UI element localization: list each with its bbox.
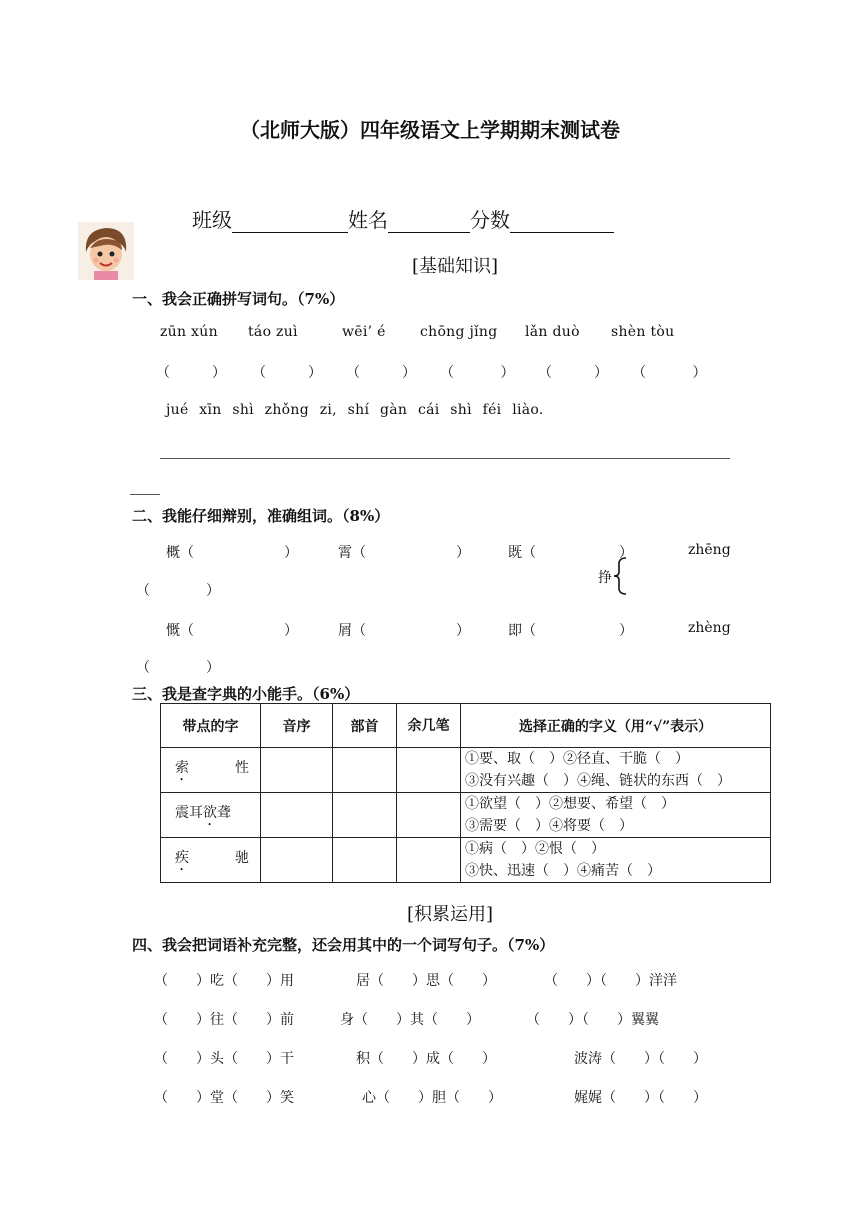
word-ji-1-close: ） [619, 545, 633, 561]
meaning-cell[interactable]: ①病（ ）②恨（ ） ③快、迅速（ ）④痛苦（ ） [461, 838, 771, 883]
brace-icon [598, 556, 632, 600]
pinyin-2: táo zuì [248, 324, 298, 340]
idiom-blank[interactable]: （ ）（ ）翼翼 [526, 1012, 659, 1028]
idiom-blank[interactable]: 积（ ）成（ ） [356, 1051, 496, 1067]
header-meaning: 选择正确的字义（用“√”表示） [461, 704, 771, 748]
answer-blank-6[interactable]: （ ） [632, 365, 707, 381]
word-xie: 屑（ [338, 623, 366, 639]
pinyin-zheng-2: zhèng [688, 620, 731, 636]
word-gai-1: 概（ [166, 545, 194, 561]
idiom-blank[interactable]: （ ）往（ ）前 [154, 1012, 294, 1028]
answer-blank-2[interactable]: （ ） [252, 365, 322, 381]
pinyin-1: zūn xún [160, 324, 218, 340]
question-3-title: 三、我是查字典的小能手。（6%） [132, 685, 360, 703]
radical-cell[interactable] [333, 748, 397, 793]
idiom-blank[interactable]: （ ）吃（ ）用 [154, 973, 294, 989]
class-label: 班级 [192, 208, 232, 232]
header-order: 音序 [261, 704, 333, 748]
question-1-title: 一、我会正确拼写词句。（7%） [132, 290, 345, 308]
pinyin-3: wēi’ é [342, 324, 386, 340]
idiom-blank[interactable]: 波涛（ ）（ ） [574, 1051, 707, 1067]
idiom-blank[interactable]: （ ）头（ ）干 [154, 1051, 294, 1067]
pinyin-4: chōng jǐng [420, 324, 498, 340]
word-xie-close: ） [456, 623, 470, 639]
blank-zheng-1[interactable]: （ ） [136, 583, 220, 599]
section-basic-knowledge: [基础知识] [411, 256, 499, 277]
idiom-blank[interactable]: 居（ ）思（ ） [356, 973, 496, 989]
strokes-cell[interactable] [397, 748, 461, 793]
pinyin-zheng-1: zhēng [688, 542, 731, 558]
pinyin-sentence: jué xīn shì zhǒng zi, shí gàn cái shì féi liào. [166, 402, 544, 418]
header-radical: 部首 [333, 704, 397, 748]
word-gai-1-close: ） [284, 545, 298, 561]
word-cell: 震耳欲聋 [161, 793, 261, 838]
idiom-blank[interactable]: （ ）堂（ ）笑 [154, 1090, 294, 1106]
table-row [161, 793, 771, 838]
word-kai: 慨（ [166, 623, 194, 639]
answer-blank-1[interactable]: （ ） [156, 365, 226, 381]
svg-text:挣: 挣 [598, 570, 612, 586]
idiom-blank[interactable]: 心（ ）胆（ ） [362, 1090, 502, 1106]
word-ji-1: 既（ [508, 545, 536, 561]
class-field[interactable] [232, 210, 348, 233]
table-row [161, 838, 771, 883]
pinyin-6: shèn tòu [611, 324, 675, 340]
order-cell[interactable] [261, 838, 333, 883]
score-label: 分数 [470, 208, 510, 232]
answer-line[interactable] [160, 458, 730, 459]
meaning-cell[interactable]: ①要、取（ ）②径直、干脆（ ） ③没有兴趣（ ）④绳、链状的东西（ ） [461, 748, 771, 793]
table-header-row [161, 704, 771, 748]
meaning-cell[interactable]: ①欲望（ ）②想要、希望（ ） ③需要（ ）④将要（ ） [461, 793, 771, 838]
word-ji-2-close: ） [619, 623, 633, 639]
word-kai-close: ） [284, 623, 298, 639]
name-field[interactable] [388, 210, 470, 233]
strokes-cell[interactable] [397, 838, 461, 883]
section-accumulation: [积累运用] [406, 904, 494, 925]
word-ji-2: 即（ [508, 623, 536, 639]
page-title: （北师大版）四年级语文上学期期末测试卷 [240, 118, 620, 142]
blank-zheng-2[interactable]: （ ） [136, 660, 220, 676]
score-field[interactable] [510, 210, 614, 233]
student-info [192, 204, 614, 233]
pinyin-5: lǎn duò [525, 324, 580, 340]
answer-blank-4[interactable]: （ ） [440, 365, 515, 381]
question-2-title: 二、我能仔细辩别，准确组词。（8%） [132, 507, 390, 525]
answer-blank-3[interactable]: （ ） [346, 365, 416, 381]
idiom-blank[interactable]: （ ）（ ）洋洋 [544, 973, 677, 989]
word-cell: 索 性 [161, 748, 261, 793]
idiom-blank[interactable]: 身（ ）其（ ） [340, 1012, 480, 1028]
word-xiao-close: ） [456, 545, 470, 561]
name-label: 姓名 [348, 208, 388, 232]
header-strokes: 余几笔 [397, 704, 461, 748]
radical-cell[interactable] [333, 838, 397, 883]
table-row [161, 748, 771, 793]
header-char: 带点的字 [161, 704, 261, 748]
answer-blank-5[interactable]: （ ） [538, 365, 608, 381]
idiom-blank[interactable]: 娓娓（ ）（ ） [574, 1090, 707, 1106]
answer-line-short[interactable] [130, 494, 160, 495]
radical-cell[interactable] [333, 793, 397, 838]
order-cell[interactable] [261, 748, 333, 793]
order-cell[interactable] [261, 793, 333, 838]
strokes-cell[interactable] [397, 793, 461, 838]
word-cell: 疾 驰 [161, 838, 261, 883]
question-4-title: 四、我会把词语补充完整，还会用其中的一个词写句子。（7%） [132, 936, 555, 954]
word-xiao: 霄（ [338, 545, 366, 561]
dictionary-table [160, 703, 771, 883]
